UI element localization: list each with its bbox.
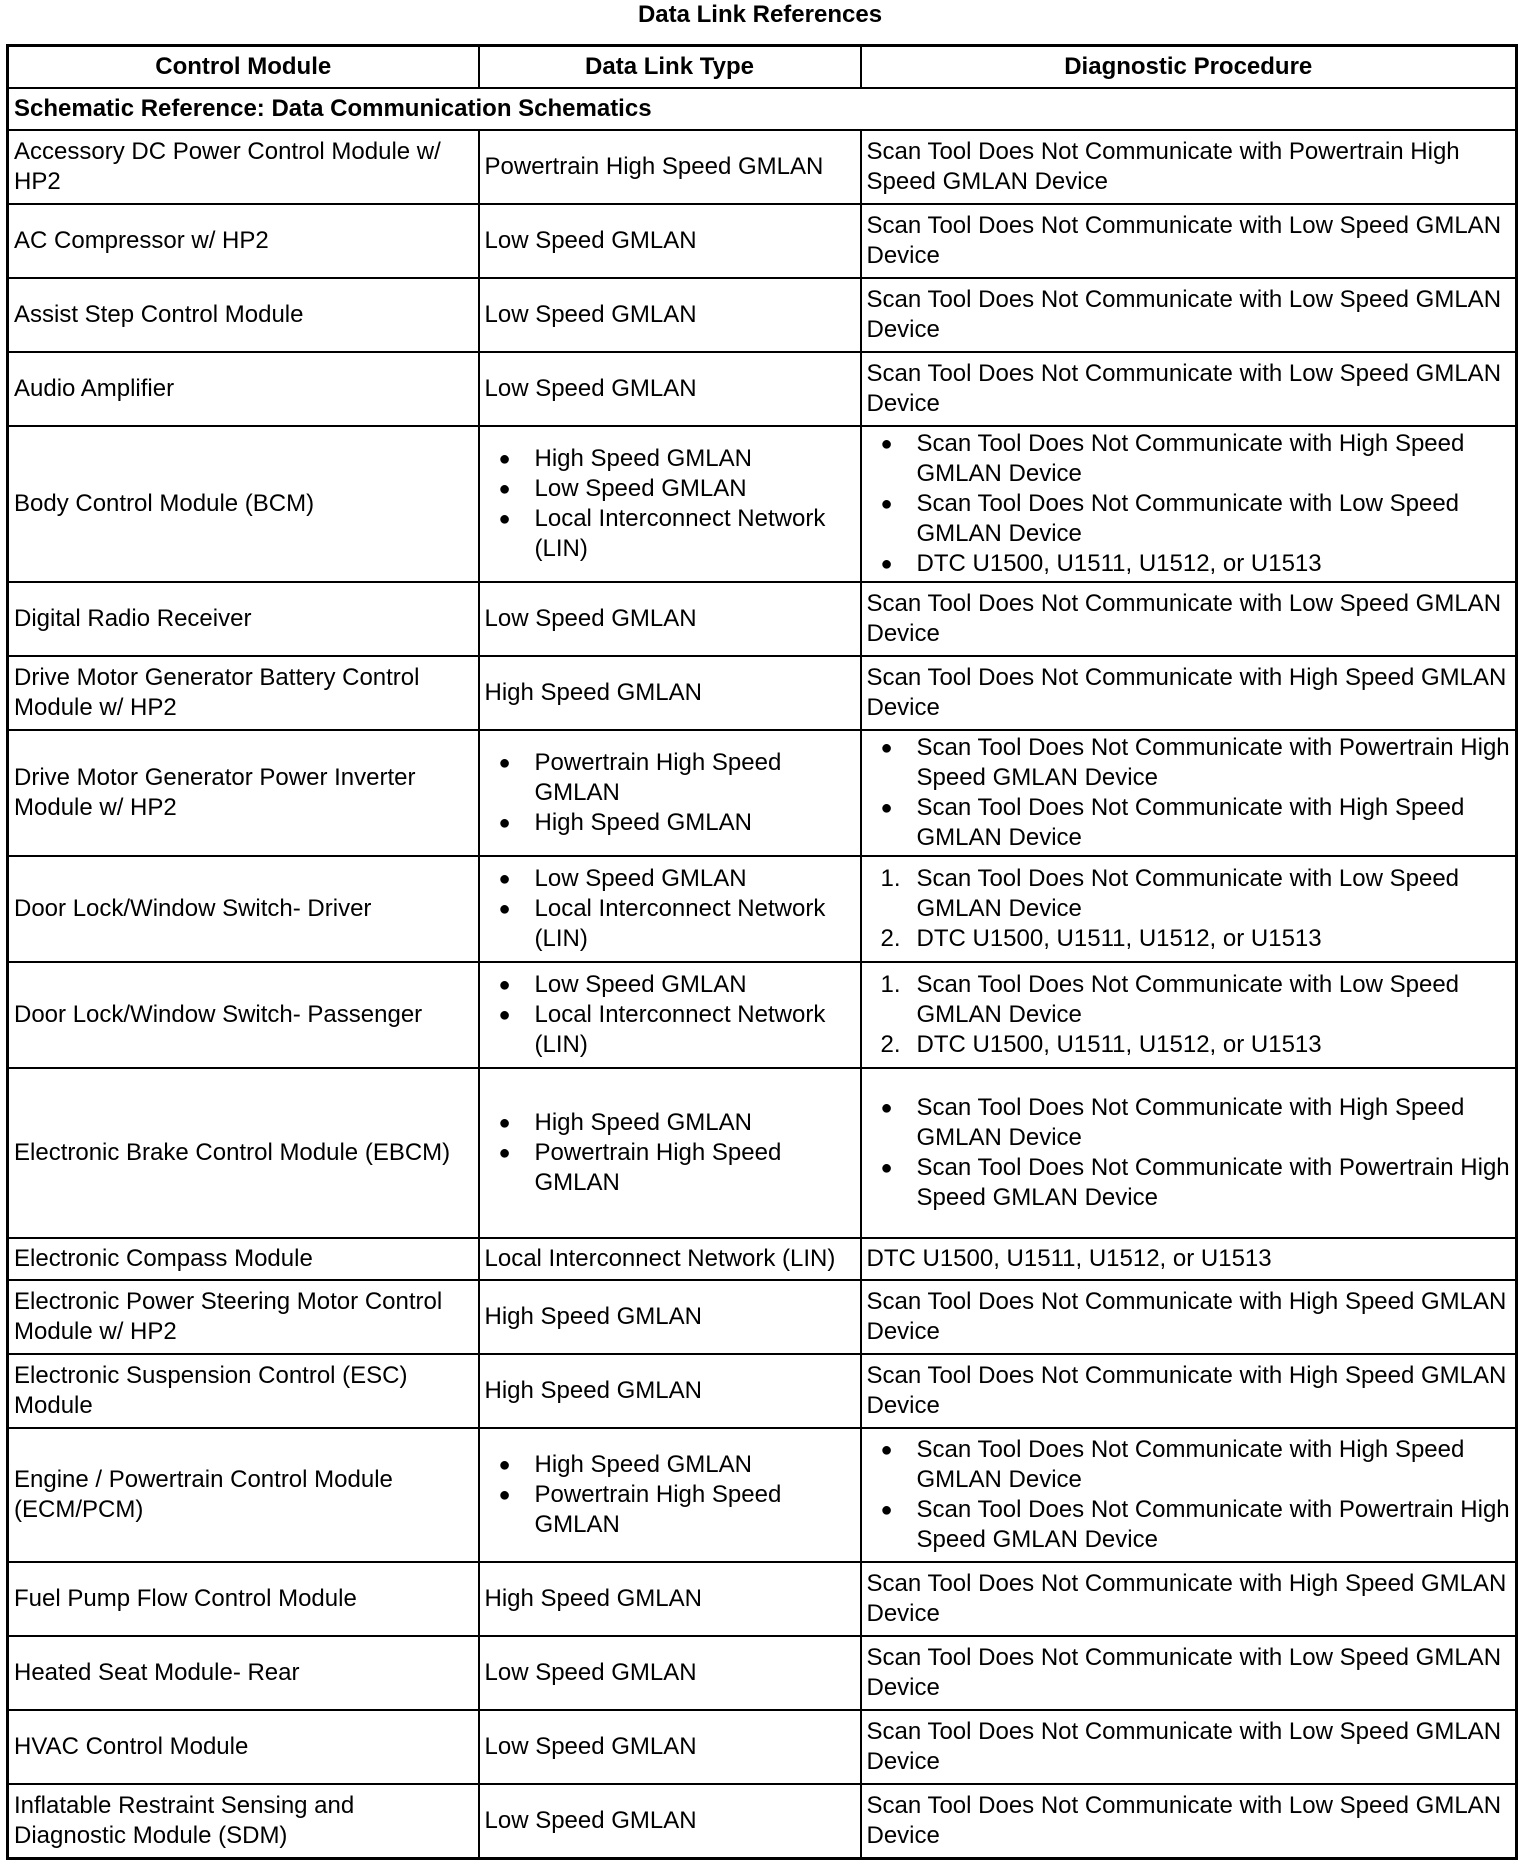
table-row <box>8 1280 1517 1354</box>
procedure-cell <box>861 856 1517 962</box>
table-row <box>8 1354 1517 1428</box>
module-cell: Electronic Power Steering Motor Control Module w/ HP2 <box>8 1280 479 1354</box>
header-control-module: Control Module <box>8 46 479 89</box>
module-cell: AC Compressor w/ HP2 <box>8 204 479 278</box>
list-item: ● Scan Tool Does Not Communicate with Powertrain High Speed GMLAN Device <box>867 733 1511 793</box>
list-item: ● High Speed GMLAN <box>485 808 855 838</box>
link-cell: High Speed GMLAN <box>479 1280 861 1354</box>
step-number: 1. <box>880 971 901 998</box>
procedure-list <box>867 1093 1511 1213</box>
list-item: ● Scan Tool Does Not Communicate with Powertrain High Speed GMLAN Device <box>867 1495 1511 1555</box>
table-row <box>8 1636 1517 1710</box>
link-list <box>485 1108 855 1198</box>
module-cell: Electronic Suspension Control (ESC) Module <box>8 1354 479 1428</box>
link-list <box>485 970 855 1060</box>
list-item: ● Scan Tool Does Not Communicate with Powertrain High Speed GMLAN Device <box>867 1153 1511 1213</box>
module-cell: Heated Seat Module- Rear <box>8 1636 479 1710</box>
link-cell <box>479 426 861 582</box>
list-item: ● Low Speed GMLAN <box>485 970 855 1000</box>
module-cell: Drive Motor Generator Battery Control Module w/ HP2 <box>8 656 479 730</box>
module-cell: Assist Step Control Module <box>8 278 479 352</box>
list-item: ● Powertrain High Speed GMLAN <box>485 748 855 808</box>
module-cell: Body Control Module (BCM) <box>8 426 479 582</box>
link-cell: Low Speed GMLAN <box>479 204 861 278</box>
list-item: ● High Speed GMLAN <box>485 1450 855 1480</box>
module-cell: Engine / Powertrain Control Module (ECM/PCM) <box>8 1428 479 1562</box>
procedure-cell <box>861 1428 1517 1562</box>
table-row <box>8 204 1517 278</box>
link-cell: Low Speed GMLAN <box>479 1784 861 1859</box>
step-text: DTC U1500, U1511, U1512, or U1513 <box>916 1031 1322 1058</box>
link-list <box>485 444 855 564</box>
module-cell: Digital Radio Receiver <box>8 582 479 656</box>
table-row <box>8 352 1517 426</box>
module-cell: Electronic Brake Control Module (EBCM) <box>8 1068 479 1238</box>
step-text: DTC U1500, U1511, U1512, or U1513 <box>916 925 1322 952</box>
list-item <box>867 970 1511 1030</box>
link-list <box>485 748 855 838</box>
data-link-table <box>6 44 1518 1860</box>
step-text: Scan Tool Does Not Communicate with Low Speed GMLAN Device <box>916 865 1460 922</box>
procedure-cell: Scan Tool Does Not Communicate with Low Speed GMLAN Device <box>861 1784 1517 1859</box>
procedure-list <box>867 429 1511 579</box>
procedure-cell: Scan Tool Does Not Communicate with Low Speed GMLAN Device <box>861 278 1517 352</box>
module-cell: Inflatable Restraint Sensing and Diagnostic Module (SDM) <box>8 1784 479 1859</box>
procedure-cell: DTC U1500, U1511, U1512, or U1513 <box>861 1238 1517 1280</box>
section-row <box>8 88 1517 130</box>
link-cell <box>479 730 861 856</box>
procedure-cell: Scan Tool Does Not Communicate with Low Speed GMLAN Device <box>861 352 1517 426</box>
link-list <box>485 864 855 954</box>
list-item: ● Scan Tool Does Not Communicate with High Speed GMLAN Device <box>867 429 1511 489</box>
procedure-cell: Scan Tool Does Not Communicate with Powertrain High Speed GMLAN Device <box>861 130 1517 204</box>
list-item: ● Powertrain High Speed GMLAN <box>485 1138 855 1198</box>
list-item: ● Low Speed GMLAN <box>485 864 855 894</box>
table-row <box>8 856 1517 962</box>
module-cell: Door Lock/Window Switch- Passenger <box>8 962 479 1068</box>
link-cell: Low Speed GMLAN <box>479 582 861 656</box>
list-item: ● Local Interconnect Network (LIN) <box>485 1000 855 1060</box>
list-item <box>867 924 1511 954</box>
step-text: Scan Tool Does Not Communicate with Low Speed GMLAN Device <box>916 971 1460 1028</box>
module-cell: Drive Motor Generator Power Inverter Module w/ HP2 <box>8 730 479 856</box>
link-list <box>485 1450 855 1540</box>
link-cell <box>479 1428 861 1562</box>
procedure-cell: Scan Tool Does Not Communicate with High Speed GMLAN Device <box>861 656 1517 730</box>
page-title: Data Link References <box>637 1 883 28</box>
list-item <box>867 864 1511 924</box>
module-cell: Audio Amplifier <box>8 352 479 426</box>
table-row <box>8 962 1517 1068</box>
procedure-cell: Scan Tool Does Not Communicate with Low Speed GMLAN Device <box>861 1710 1517 1784</box>
procedure-cell <box>861 426 1517 582</box>
link-cell <box>479 962 861 1068</box>
procedure-steps <box>867 864 1511 954</box>
link-cell: Local Interconnect Network (LIN) <box>479 1238 861 1280</box>
table-row <box>8 1238 1517 1280</box>
table-row <box>8 1428 1517 1562</box>
table-row <box>8 1710 1517 1784</box>
procedure-cell: Scan Tool Does Not Communicate with High Speed GMLAN Device <box>861 1280 1517 1354</box>
step-number: 1. <box>880 865 901 892</box>
module-cell: Fuel Pump Flow Control Module <box>8 1562 479 1636</box>
link-cell: Low Speed GMLAN <box>479 1636 861 1710</box>
list-item: ● High Speed GMLAN <box>485 444 855 474</box>
module-cell: Electronic Compass Module <box>8 1238 479 1280</box>
step-number: 2. <box>880 1031 901 1058</box>
table-row <box>8 278 1517 352</box>
list-item: ● Scan Tool Does Not Communicate with High Speed GMLAN Device <box>867 1435 1511 1495</box>
step-number: 2. <box>880 925 901 952</box>
procedure-cell <box>861 1068 1517 1238</box>
procedure-cell: Scan Tool Does Not Communicate with High Speed GMLAN Device <box>861 1562 1517 1636</box>
procedure-cell: Scan Tool Does Not Communicate with Low Speed GMLAN Device <box>861 204 1517 278</box>
link-cell: High Speed GMLAN <box>479 1354 861 1428</box>
link-cell: Low Speed GMLAN <box>479 1710 861 1784</box>
link-cell <box>479 856 861 962</box>
table-row <box>8 130 1517 204</box>
list-item <box>867 1030 1511 1060</box>
procedure-cell <box>861 730 1517 856</box>
list-item: ● High Speed GMLAN <box>485 1108 855 1138</box>
list-item: ● Scan Tool Does Not Communicate with High Speed GMLAN Device <box>867 793 1511 853</box>
procedure-list <box>867 1435 1511 1555</box>
table-row <box>8 426 1517 582</box>
procedure-cell: Scan Tool Does Not Communicate with Low Speed GMLAN Device <box>861 582 1517 656</box>
list-item: ● DTC U1500, U1511, U1512, or U1513 <box>867 549 1511 579</box>
table-row <box>8 1068 1517 1238</box>
link-cell: Low Speed GMLAN <box>479 278 861 352</box>
link-cell: High Speed GMLAN <box>479 656 861 730</box>
table-row <box>8 730 1517 856</box>
table-row <box>8 656 1517 730</box>
procedure-cell: Scan Tool Does Not Communicate with High Speed GMLAN Device <box>861 1354 1517 1428</box>
module-cell: Accessory DC Power Control Module w/ HP2 <box>8 130 479 204</box>
link-cell: High Speed GMLAN <box>479 1562 861 1636</box>
module-cell: Door Lock/Window Switch- Driver <box>8 856 479 962</box>
procedure-cell <box>861 962 1517 1068</box>
list-item: ● Powertrain High Speed GMLAN <box>485 1480 855 1540</box>
link-cell: Low Speed GMLAN <box>479 352 861 426</box>
table-row <box>8 582 1517 656</box>
table-row <box>8 1562 1517 1636</box>
procedure-list <box>867 733 1511 853</box>
link-cell <box>479 1068 861 1238</box>
table-row <box>8 1784 1517 1859</box>
module-cell: HVAC Control Module <box>8 1710 479 1784</box>
procedure-cell: Scan Tool Does Not Communicate with Low Speed GMLAN Device <box>861 1636 1517 1710</box>
list-item: ● Low Speed GMLAN <box>485 474 855 504</box>
header-row <box>8 46 1517 89</box>
header-diagnostic-procedure: Diagnostic Procedure <box>861 46 1517 89</box>
list-item: ● Scan Tool Does Not Communicate with High Speed GMLAN Device <box>867 1093 1511 1153</box>
list-item: ● Local Interconnect Network (LIN) <box>485 894 855 954</box>
procedure-steps <box>867 970 1511 1060</box>
schematic-reference: Schematic Reference: Data Communication Schematics <box>8 88 1517 130</box>
list-item: ● Scan Tool Does Not Communicate with Low Speed GMLAN Device <box>867 489 1511 549</box>
link-cell: Powertrain High Speed GMLAN <box>479 130 861 204</box>
header-data-link-type: Data Link Type <box>479 46 861 89</box>
list-item: ● Local Interconnect Network (LIN) <box>485 504 855 564</box>
